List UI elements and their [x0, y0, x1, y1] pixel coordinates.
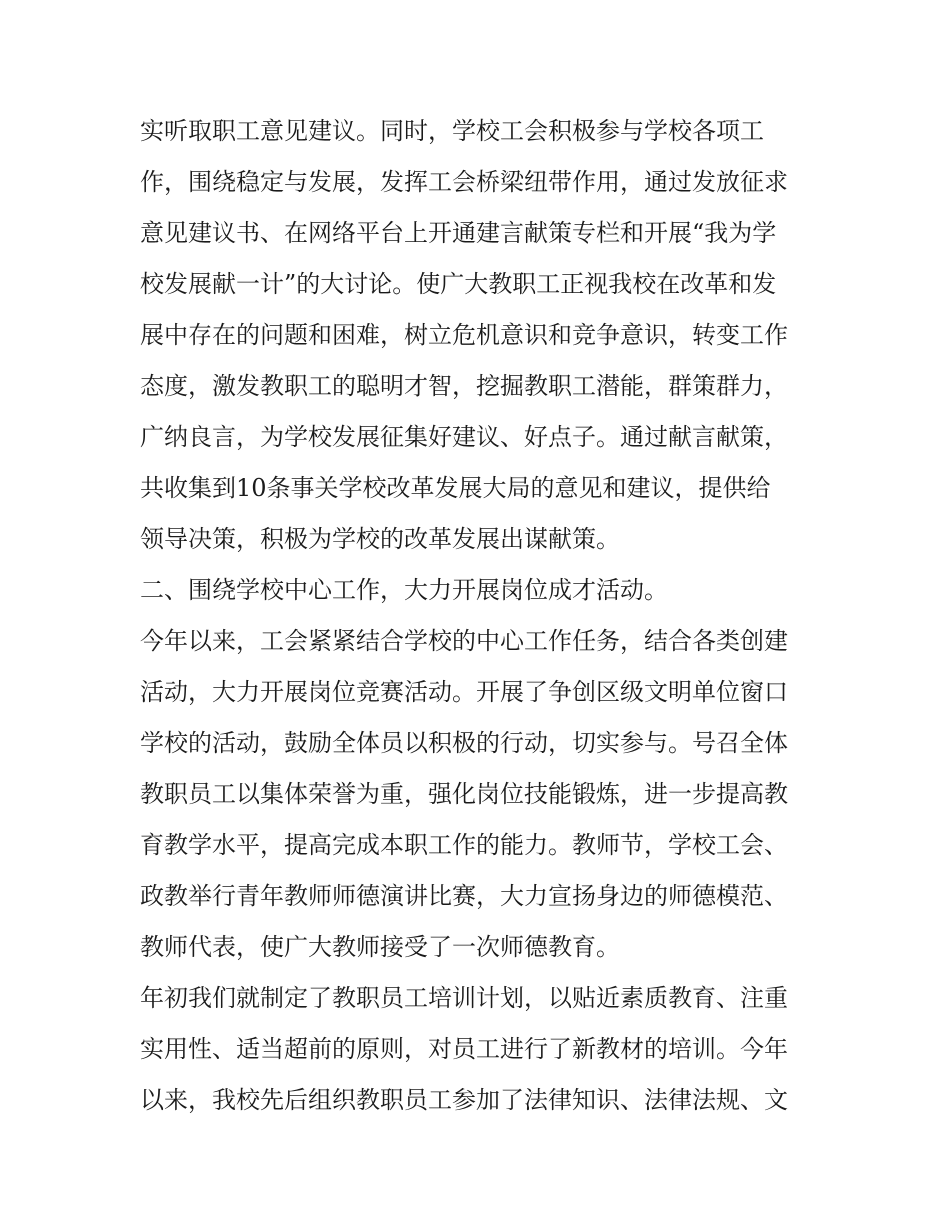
text-line: 校发展献一计”的大讨论。使广大教职工正视我校在改革和发: [140, 270, 777, 298]
section-heading: 二、围绕学校中心工作，大力开展岗位成才活动。: [140, 576, 668, 604]
text-line: 年初我们就制定了教职员工培训计划，以贴近素质教育、注重: [140, 984, 788, 1012]
body-text: [140, 106, 820, 1126]
text-line: 活动，大力开展岗位竞赛活动。开展了争创区级文明单位窗口: [140, 678, 788, 706]
text-line: 作，围绕稳定与发展，发挥工会桥梁纽带作用，通过发放征求: [140, 168, 788, 196]
text-line: 实用性、适当超前的原则，对员工进行了新教材的培训。今年: [140, 1035, 788, 1063]
text-line: 育教学水平，提高完成本职工作的能力。教师节，学校工会、: [140, 831, 788, 859]
text-line: 共收集到10条事关学校改革发展大局的意见和建议，提供给: [140, 474, 771, 502]
text-line: 展中存在的问题和困难，树立危机意识和竞争意识，转变工作: [140, 321, 788, 349]
text-line: 以来，我校先后组织教职员工参加了法律知识、法律法规、文: [140, 1086, 788, 1114]
text-line: 实听取职工意见建议。同时，学校工会积极参与学校各项工: [140, 117, 764, 145]
text-line: 广纳良言，为学校发展征集好建议、好点子。通过献言献策，: [140, 423, 788, 451]
text-line: 学校的活动，鼓励全体员以积极的行动，切实参与。号召全体: [140, 729, 788, 757]
text-line: 意见建议书、在网络平台上开通建言献策专栏和开展“我为学: [140, 219, 777, 247]
text-line: 政教举行青年教师师德演讲比赛，大力宣扬身边的师德模范、: [140, 882, 788, 910]
text-line: 态度，激发教职工的聪明才智，挖掘教职工潜能，群策群力，: [140, 372, 788, 400]
text-line: 教职员工以集体荣誉为重，强化岗位技能锻炼，进一步提高教: [140, 780, 788, 808]
text-line: 今年以来，工会紧紧结合学校的中心工作任务，结合各类创建: [140, 627, 788, 655]
text-line: 领导决策，积极为学校的改革发展出谋献策。: [140, 525, 620, 553]
text-line: 教师代表，使广大教师接受了一次师德教育。: [140, 933, 620, 961]
